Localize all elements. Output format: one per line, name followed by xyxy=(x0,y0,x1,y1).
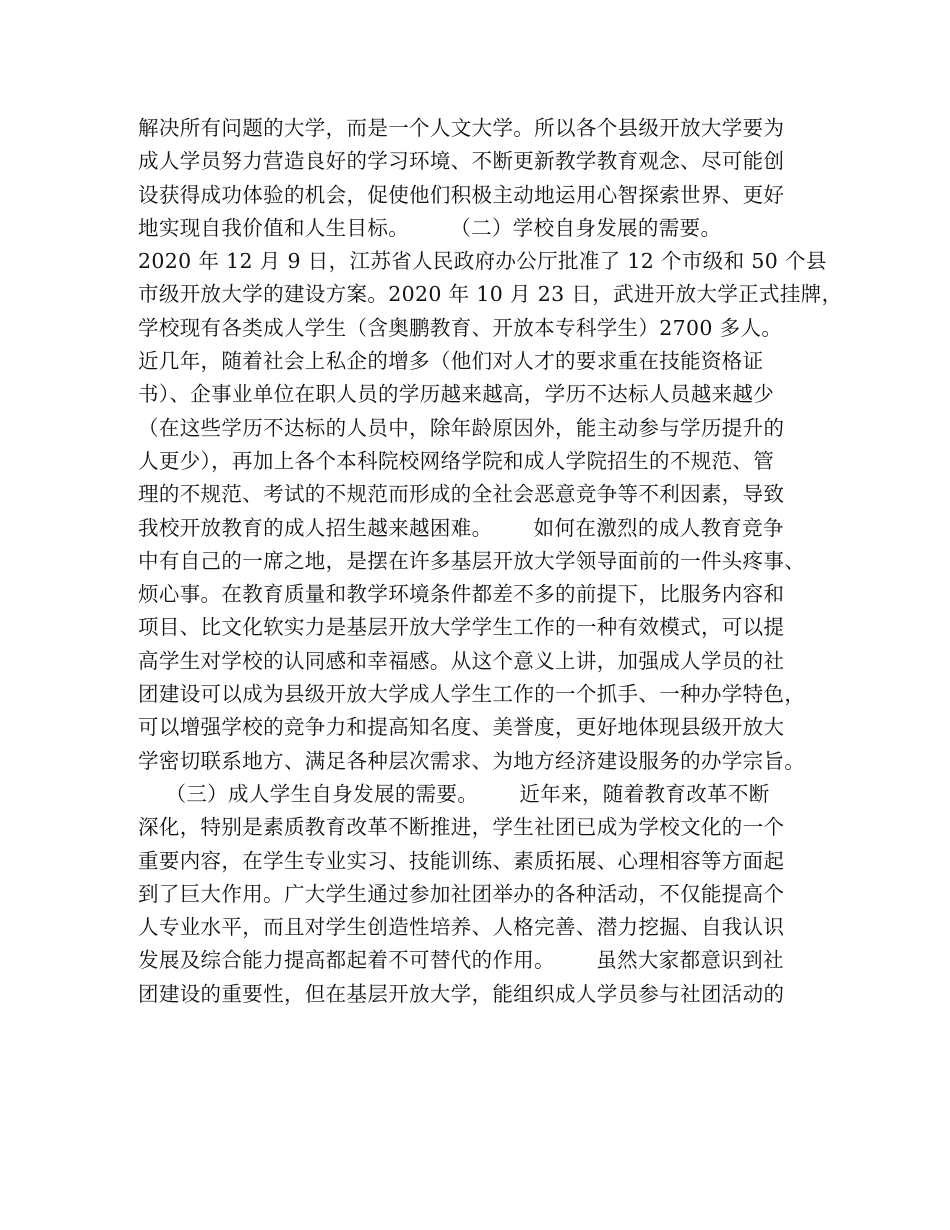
text-line: 发展及综合能力提高都起着不可替代的作用。 虽然大家都意识到社 xyxy=(138,948,784,973)
text-line: 重要内容，在学生专业实习、技能训练、素质拓展、心理相容等方面起 xyxy=(138,848,785,873)
text-line: 人专业水平，而且对学生创造性培养、人格完善、潜力挖掘、自我认识 xyxy=(138,915,785,940)
text-line: 理的不规范、考试的不规范而形成的全社会恶意竞争等不利因素，导致 xyxy=(138,482,785,507)
text-line: 市级开放大学的建设方案。2020 年 10 月 23 日，武进开放大学正式挂牌， xyxy=(138,282,843,307)
text-line: 高学生对学校的认同感和幸福感。从这个意义上讲，加强成人学员的社 xyxy=(138,648,785,673)
text-line: 可以增强学校的竞争力和提高知名度、美誉度，更好地体现县级开放大 xyxy=(138,715,785,740)
text-line: 我校开放教育的成人招生越来越困难。 如何在激烈的成人教育竞争 xyxy=(138,515,784,540)
text-line: 近几年，随着社会上私企的增多（他们对人才的要求重在技能资格证 xyxy=(138,349,764,374)
text-line: 深化，特别是素质教育改革不断推进，学生社团已成为学校文化的一个 xyxy=(138,815,785,840)
text-line: 解决所有问题的大学，而是一个人文大学。所以各个县级开放大学要为 xyxy=(138,116,785,140)
text-line: 2020 年 12 月 9 日，江苏省人民政府办公厅批准了 12 个市级和 50 个县 xyxy=(138,249,827,274)
text-line: 成人学员努力营造良好的学习环境、不断更新教学教育观念、尽可能创 xyxy=(138,149,785,174)
text-line: 设获得成功体验的机会，促使他们积极主动地运用心智探索世界、更好 xyxy=(138,182,785,207)
text-line: 中有自己的一席之地，是摆在许多基层开放大学领导面前的一件头疼事、 xyxy=(138,548,806,573)
text-line: 书）、企事业单位在职人员的学历越来越高，学历不达标人员越来越少 xyxy=(138,382,775,407)
text-line: 项目、比文化软实力是基层开放大学学生工作的一种有效模式，可以提 xyxy=(138,615,785,640)
text-line: 地实现自我价值和人生目标。 （二）学校自身发展的需要。 xyxy=(138,215,722,240)
text-line: 到了巨大作用。广大学生通过参加社团举办的各种活动，不仅能提高个 xyxy=(138,881,785,906)
text-line: 人更少），再加上各个本科院校网络学院和成人学院招生的不规范、管 xyxy=(138,448,775,473)
text-line: （三）成人学生自身发展的需要。 近年来，随着教育改革不断 xyxy=(138,781,770,806)
body-text xyxy=(138,112,843,1011)
text-line: 团建设可以成为县级开放大学成人学生工作的一个抓手、一种办学特色， xyxy=(138,682,806,707)
text-line: 学校现有各类成人学生（含奥鹏教育、开放本专科学生）2700 多人。 xyxy=(138,315,783,340)
text-line: 团建设的重要性，但在基层开放大学，能组织成人学员参与社团活动的 xyxy=(138,981,785,1006)
text-line: 烦心事。在教育质量和教学环境条件都差不多的前提下，比服务内容和 xyxy=(138,582,785,607)
text-line: （在这些学历不达标的人员中，除年龄原因外，能主动参与学历提升的 xyxy=(138,415,785,440)
text-line: 学密切联系地方、满足各种层次需求、为地方经济建设服务的办学宗旨。 xyxy=(138,748,806,773)
